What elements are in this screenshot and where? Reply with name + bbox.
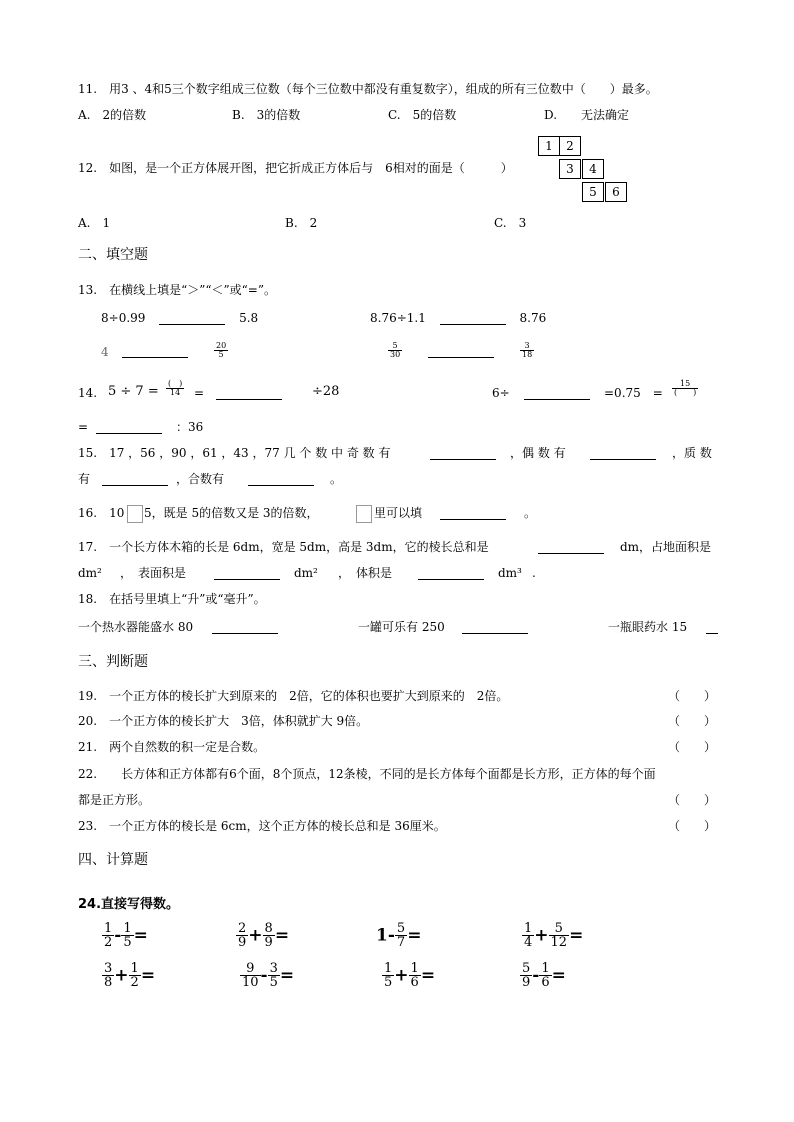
net-cell-3: 3 [559,159,581,179]
calc-2-b-num: 8 [264,921,273,936]
calc-4-eq: = [569,925,584,946]
q17-end: . [532,566,536,580]
q17-line1: 17. 一个长方体木箱的长是 6dm，宽是 5dm，高是 3dm，它的棱长总和是 [78,540,489,554]
calc-item-1 [102,922,148,949]
calc-item-2 [236,922,289,949]
calc-3-eq: = [407,925,422,946]
q13-c-blank[interactable] [122,345,188,358]
q14-frac2 [672,378,698,397]
calc-2-op: + [248,925,263,946]
calc-2-a-den: 9 [238,935,247,950]
q13-b-left: 8.76÷1.1 [370,311,426,325]
q15-prime-blank[interactable] [102,473,168,486]
q12-option-a[interactable]: A. 1 [78,216,111,230]
q18-c: 一瓶眼药水 15 [608,620,688,634]
q13-b-blank[interactable] [440,312,506,325]
q13-d-den: 30 [390,350,401,359]
q14-frac1-den: 14 [170,388,181,397]
q13-d-blank[interactable] [428,345,494,358]
calc-8-a-num: 5 [522,961,531,976]
calc-4-b-num: 5 [549,922,570,936]
q18-b: 一罐可乐有 250 [358,620,445,634]
q18-c-blank[interactable] [706,621,718,634]
q12-option-c[interactable]: C. 3 [494,216,527,230]
calc-8-a-den: 9 [522,975,531,990]
calc-1-b-num: 1 [123,921,132,936]
calc-6-eq: = [279,965,295,986]
section-heading-fill: 二、填空题 [78,247,148,263]
calc-6-b-den: 5 [269,975,278,990]
judge-item-23: 23. 一个正方体的棱长是 6cm，这个正方体的棱长总和是 36厘米。 [78,819,446,833]
q11-option-b[interactable]: B. 3的倍数 [232,108,301,122]
judge-item-19: 19. 一个正方体的棱长扩大到原来的 2倍，它的体积也要扩大到原来的 2倍。 [78,689,509,703]
calc-1-eq: = [133,925,148,946]
q15-composite-blank[interactable] [248,473,314,486]
section-heading-judge: 三、判断题 [78,654,148,670]
judge-paren-19[interactable]: （ ） [668,689,717,703]
q16-end: 。 [524,506,537,520]
q13-c-fraction [214,340,228,359]
q13-c-num: 20 [216,341,227,350]
calc-7-eq: = [420,965,436,986]
q13-a-blank[interactable] [159,312,225,325]
calc-item-8 [520,962,566,989]
net-cell-2: 2 [559,136,581,156]
q24-title: 24.直接写得数。 [78,897,180,912]
calc-7-b-num: 1 [410,961,419,976]
calc-item-6 [240,962,294,989]
q15-has: 有 [78,472,91,486]
q13-stem: 13. 在横线上填是“＞”“＜”或“=”。 [78,283,276,297]
calc-5-a-num: 3 [104,961,113,976]
calc-8-b-den: 6 [541,975,550,990]
q11-option-d[interactable]: D. 无法确定 [544,108,630,122]
calc-7-op: + [394,965,409,986]
q18-b-blank[interactable] [462,621,528,634]
q12-stem: 12. 如图，是一个正方体展开图，把它折成正方体后与 6相对的面是（ ） [78,161,513,175]
calc-5-b-den: 2 [130,975,139,990]
q13-a-left: 8÷0.99 [101,311,146,325]
q13-b-right: 8.76 [519,311,547,325]
q13-d2-den: 18 [522,350,533,359]
q15-even-blank[interactable] [590,447,656,460]
q17-area-blank[interactable] [214,567,280,580]
q16-box-1[interactable] [127,503,143,523]
calc-4-b-den: 12 [550,935,568,950]
q14-num: 14. [78,386,98,400]
q15-end: 。 [330,472,343,486]
calc-8-eq: = [551,965,566,986]
judge-paren-22[interactable]: （ ） [668,793,717,807]
calc-8-op: - [532,965,540,986]
calc-3-op: - [387,925,395,946]
q11-option-c[interactable]: C. 5的倍数 [388,108,457,122]
net-cell-5: 5 [582,182,604,202]
q17-edge-blank[interactable] [538,541,604,554]
q16-c: 里可以填 [374,506,423,520]
calc-2-a-num: 2 [238,921,247,936]
q15-prime: ，质 数 [672,446,712,460]
q15-composite: ，合数有 [176,472,225,486]
net-cell-1: 1 [538,136,560,156]
calc-1-a-den: 2 [104,935,113,950]
q13-a-right: 5.8 [239,311,259,325]
q14-line2-tail: ：36 [176,420,204,434]
q17-vol: ， 体积是 [338,566,393,580]
q18-a: 一个热水器能盛水 80 [78,620,194,634]
q17-sa: ， 表面积是 [120,566,187,580]
q14-frac2-num: 15 [672,380,698,389]
q14-line2-eq: = [78,420,89,434]
q17-vol-blank[interactable] [418,567,484,580]
q13-d2-num: 3 [520,342,534,351]
net-cell-6: 6 [605,182,627,202]
calc-item-3 [376,922,421,949]
calc-item-5 [102,962,155,989]
q11-option-a[interactable]: A. 2的倍数 [78,108,147,122]
q17-dm2b: dm² [294,566,318,580]
q13-d-fraction2 [520,340,534,359]
q16-blank[interactable] [440,507,506,520]
calc-7-a-den: 5 [384,975,393,990]
judge-item-22-cont: 都是正方形。 [78,793,151,807]
q16-a: 16. 10 [78,506,125,520]
calc-5-a-den: 8 [104,975,113,990]
q13-c-den: 5 [218,350,224,359]
q15-odd-blank[interactable] [430,447,496,460]
calc-8-b-num: 1 [541,961,550,976]
q18-stem: 18. 在括号里填上“升”或“毫升”。 [78,592,266,606]
q13-c-left: 4 [101,345,109,359]
judge-item-22: 22. 长方体和正方体都有6个面，8个顶点，12条棱，不同的是长方体每个面都是长方形，正方体的每个面 [78,767,656,781]
q14-eq75: =0.75 = [604,386,663,400]
calc-6-a-den: 10 [242,975,259,990]
calc-4-a-num: 1 [524,921,533,936]
section-heading-calc: 四、计算题 [78,852,148,868]
q11-stem: 11. 用3 、4和5三个数字组成三位数（每个三位数中都没有重复数字），组成的所有三位数中（ ）最多。 [78,82,658,96]
q15-even: ，偶 数 有 [510,446,566,460]
judge-item-21: 21. 两个自然数的积一定是合数。 [78,740,266,754]
q13-d-num: 5 [388,342,402,351]
judge-item-20: 20. 一个正方体的棱长扩大 3倍，体积就扩大 9倍。 [78,714,369,728]
calc-1-b-den: 5 [123,935,132,950]
calc-3-whole: 1 [376,925,388,946]
judge-paren-20[interactable]: （ ） [668,714,717,728]
q14-blank-2[interactable] [524,387,590,400]
calc-1-a-num: 1 [104,921,113,936]
q14-blank-1[interactable] [216,387,282,400]
calc-3-b-num: 5 [396,921,406,936]
q18-a-blank[interactable] [212,621,278,634]
calc-item-7 [382,962,435,989]
net-cell-4: 4 [582,159,604,179]
calc-5-b-num: 1 [130,961,139,976]
q16-b: 5，既是 5的倍数又是 3的倍数， [144,506,319,520]
q16-box-2[interactable] [356,503,372,523]
q14-eq: = [194,386,205,400]
calc-6-op: - [260,965,268,986]
q14-six: 6÷ [492,386,510,400]
q14-blank-3[interactable] [96,421,162,434]
q14-frac1-num: ( ) [168,379,183,388]
q14-div28: ÷28 [312,384,340,399]
judge-paren-21[interactable]: （ ） [668,740,717,754]
calc-7-a-num: 1 [384,961,393,976]
q15-line1: 15. 17 ，56 ，90 ，61 ，43 ，77 几 个 数 中 奇 数 有 [78,446,391,460]
calc-7-b-den: 6 [410,975,419,990]
calc-5-eq: = [140,965,156,986]
calc-5-op: + [114,965,129,986]
calc-6-b-num: 3 [269,961,278,976]
q17-dm3: dm³ [498,566,522,580]
calc-4-a-den: 4 [524,935,533,950]
calc-item-4 [522,922,583,949]
q14-frac1 [166,378,184,397]
q14-expr: 5 ÷ 7 = [108,384,159,399]
q17-dm: dm，占地面积是 [620,540,712,554]
q13-d-fraction [388,340,402,359]
calc-2-b-den: 9 [264,935,273,950]
judge-paren-23[interactable]: （ ） [668,819,717,833]
calc-1-op: - [114,925,122,946]
calc-2-eq: = [274,925,290,946]
q13-a [101,311,258,325]
q17-dm2: dm² [78,566,102,580]
calc-3-b-den: 7 [396,935,406,950]
q12-option-b[interactable]: B. 2 [285,216,318,230]
calc-4-op: + [534,925,549,946]
q13-b [370,311,546,325]
q14-frac2-den: ( ) [674,388,697,397]
calc-6-a-num: 9 [240,962,261,976]
